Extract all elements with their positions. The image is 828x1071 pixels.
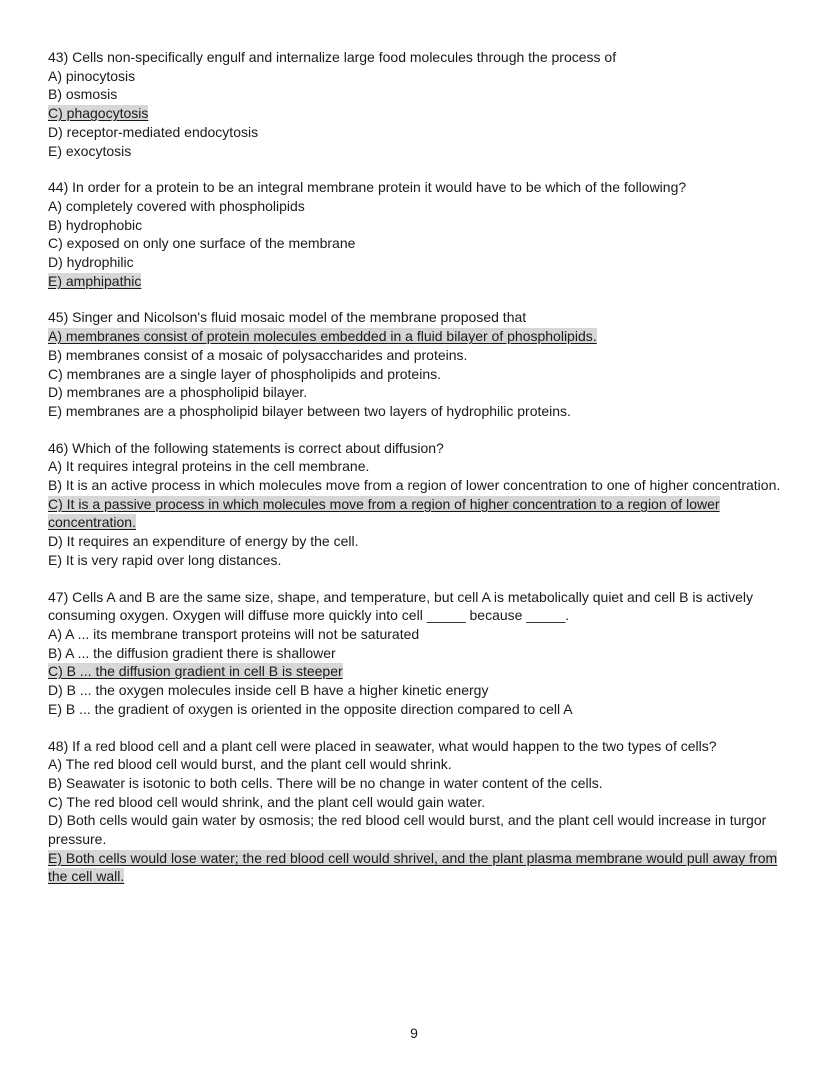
answer-option-highlighted[interactable] — [48, 662, 782, 681]
question-stem: 45) Singer and Nicolson's fluid mosaic model of the membrane proposed that — [48, 309, 527, 326]
answer-option[interactable]: B) osmosis — [48, 86, 118, 103]
answer-option[interactable]: D) Both cells would gain water by osmosis; the red blood cell would burst, and the plant cell would increase in turgor pressure. — [48, 812, 767, 848]
question-stem: 47) Cells A and B are the same size, shape, and temperature, but cell A is metabolically quiet and cell B is actively consuming oxygen. Oxygen will diffuse more quickly into cell _____ because _____. — [48, 588, 754, 624]
answer-highlight: A) membranes consist of protein molecules embedded in a fluid bilayer of phospholipids. — [48, 328, 597, 345]
answer-highlight: C) B ... the diffusion gradient in cell B is steeper — [48, 663, 343, 680]
answer-option[interactable]: C) membranes are a single layer of phospholipids and proteins. — [48, 365, 441, 382]
question-list — [48, 48, 782, 886]
question-block — [48, 737, 782, 887]
answer-option[interactable]: E) B ... the gradient of oxygen is oriented in the opposite direction compared to cell A — [48, 700, 573, 717]
answer-option[interactable]: B) It is an active process in which molecules move from a region of lower concentration to one of higher concentration. — [48, 477, 781, 494]
answer-option[interactable]: D) hydrophilic — [48, 254, 134, 271]
answer-option[interactable]: B) Seawater is isotonic to both cells. There will be no change in water content of the cells. — [48, 774, 603, 791]
answer-option[interactable]: A) A ... its membrane transport proteins will not be saturated — [48, 625, 420, 642]
page-number: 9 — [410, 1025, 418, 1041]
answer-option-highlighted[interactable] — [48, 327, 782, 346]
answer-option[interactable]: A) It requires integral proteins in the cell membrane. — [48, 458, 370, 475]
question-block — [48, 308, 782, 420]
answer-highlight: C) It is a passive process in which molecules move from a region of higher concentration to a region of lower concentration. — [48, 495, 720, 531]
question-stem: 44) In order for a protein to be an integral membrane protein it would have to be which of the following? — [48, 179, 687, 196]
answer-option[interactable]: B) hydrophobic — [48, 216, 143, 233]
question-block — [48, 48, 782, 160]
answer-option[interactable]: B) A ... the diffusion gradient there is shallower — [48, 644, 336, 661]
answer-highlight: E) Both cells would lose water; the red blood cell would shrivel, and the plant plasma membrane would pull away from the cell wall. — [48, 849, 778, 885]
answer-option[interactable]: E) It is very rapid over long distances. — [48, 551, 282, 568]
answer-option[interactable]: C) exposed on only one surface of the membrane — [48, 235, 356, 252]
answer-option[interactable]: D) receptor-mediated endocytosis — [48, 123, 259, 140]
answer-option[interactable]: A) pinocytosis — [48, 67, 136, 84]
answer-highlight: E) amphipathic — [48, 272, 142, 289]
question-stem: 48) If a red blood cell and a plant cell were placed in seawater, what would happen to the two types of cells? — [48, 737, 717, 754]
answer-option[interactable]: A) completely covered with phospholipids — [48, 197, 305, 214]
answer-highlight: C) phagocytosis — [48, 105, 149, 122]
answer-option[interactable]: D) membranes are a phospholipid bilayer. — [48, 384, 308, 401]
answer-option[interactable]: C) The red blood cell would shrink, and the plant cell would gain water. — [48, 793, 486, 810]
answer-option-highlighted[interactable] — [48, 849, 782, 886]
answer-option[interactable]: B) membranes consist of a mosaic of polysaccharides and proteins. — [48, 346, 468, 363]
question-stem: 46) Which of the following statements is correct about diffusion? — [48, 439, 444, 456]
answer-option-highlighted[interactable] — [48, 495, 782, 532]
answer-option-highlighted[interactable] — [48, 104, 782, 123]
question-block — [48, 178, 782, 290]
question-stem: 43) Cells non-specifically engulf and internalize large food molecules through the process of — [48, 49, 617, 65]
answer-option[interactable]: A) The red blood cell would burst, and the plant cell would shrink. — [48, 756, 452, 773]
answer-option[interactable]: D) It requires an expenditure of energy by the cell. — [48, 533, 359, 550]
answer-option-highlighted[interactable] — [48, 272, 782, 291]
question-block — [48, 439, 782, 570]
answer-option[interactable]: E) exocytosis — [48, 142, 132, 159]
question-block — [48, 588, 782, 719]
answer-option[interactable]: D) B ... the oxygen molecules inside cell B have a higher kinetic energy — [48, 682, 489, 699]
answer-option[interactable]: E) membranes are a phospholipid bilayer between two layers of hydrophilic proteins. — [48, 402, 571, 419]
